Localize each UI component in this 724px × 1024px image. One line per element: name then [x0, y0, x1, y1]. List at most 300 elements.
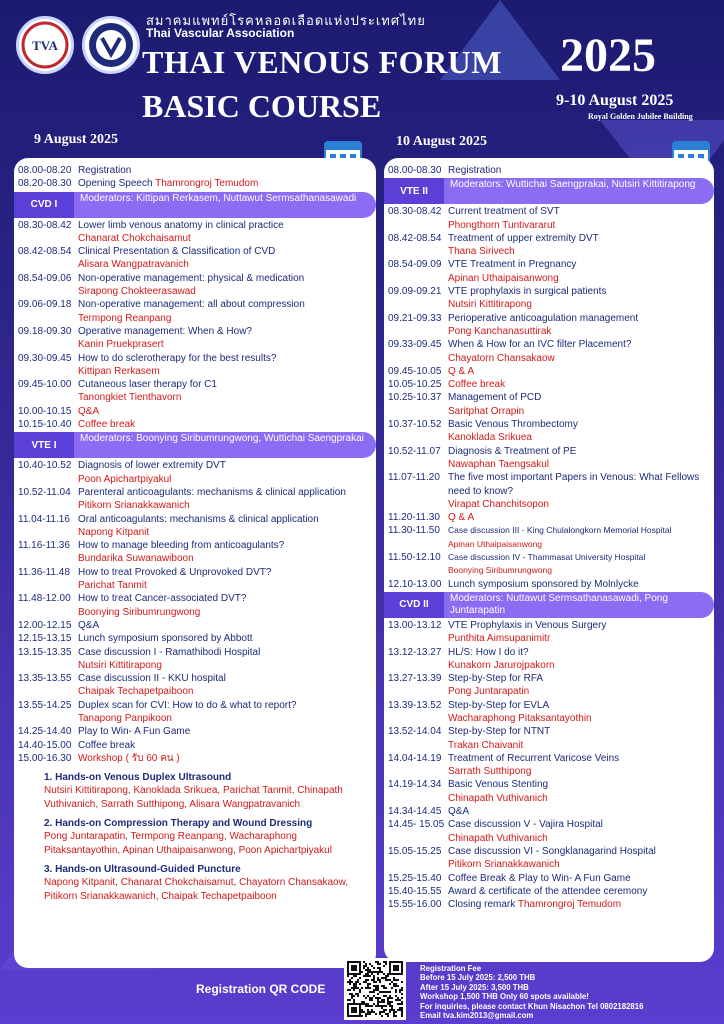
qr-module — [371, 997, 373, 999]
session-info — [448, 578, 706, 591]
schedule-row — [18, 699, 368, 726]
qr-module — [373, 967, 375, 969]
qr-module — [391, 1005, 393, 1007]
schedule-row — [388, 285, 706, 312]
session-info — [78, 405, 368, 418]
qr-module — [365, 963, 367, 965]
time-slot: 12.00-12.15 — [18, 619, 72, 631]
speaker-name: Chinapath Vuthivanich — [448, 832, 548, 844]
qr-module — [401, 963, 403, 965]
time-slot: 13.00-13.12 — [388, 619, 442, 631]
schedule-row — [388, 805, 706, 818]
qr-module — [383, 973, 385, 975]
session-info — [78, 177, 368, 190]
fee-line: For inquiries, please contact Khun Nisachon Tel 0802182816 — [420, 1001, 644, 1011]
qr-module — [393, 979, 395, 981]
time-slot: 08.30-08.42 — [388, 206, 442, 218]
schedule-row — [388, 725, 706, 752]
registration-fee-info — [420, 964, 643, 1020]
qr-module — [387, 1013, 389, 1015]
qr-module — [389, 1005, 391, 1007]
qr-module — [377, 987, 379, 989]
qr-module — [351, 1009, 353, 1011]
qr-module — [355, 965, 357, 967]
qr-module — [365, 969, 367, 971]
session-info — [448, 752, 706, 779]
session-info — [78, 566, 368, 593]
qr-module — [389, 973, 391, 975]
time-slot: 11.30-11.50 — [388, 525, 440, 537]
session-info — [78, 459, 368, 486]
session-moderators: Moderators: Boonying Siribumrungwong, Wuttichai Saengprakai — [74, 432, 376, 458]
qr-module — [347, 1009, 349, 1011]
qr-module — [369, 991, 371, 993]
speaker-name: Pong Juntarapatin — [448, 686, 530, 698]
qr-module — [369, 987, 371, 989]
qr-module — [359, 969, 361, 971]
qr-module — [367, 983, 369, 985]
qr-module — [387, 975, 389, 977]
qr-module — [369, 975, 371, 977]
time-slot: 09.45-10.00 — [18, 379, 72, 391]
qr-module — [401, 989, 403, 991]
qr-module — [401, 1015, 403, 1017]
qr-module — [353, 1001, 355, 1003]
speaker-name: Thamrongroj Temudom — [155, 178, 259, 190]
qr-module — [391, 973, 393, 975]
qr-module — [389, 965, 391, 967]
time-slot: 09.30-09.45 — [18, 352, 72, 364]
qr-module — [375, 985, 377, 987]
time-slot: 12.15-13.15 — [18, 633, 72, 645]
qr-module — [371, 1009, 373, 1011]
qr-module — [393, 983, 395, 985]
qr-module — [357, 995, 359, 997]
fee-line: Registration Fee — [420, 964, 482, 973]
schedule-row — [388, 872, 706, 885]
schedule-row — [18, 752, 368, 765]
qr-module — [385, 963, 387, 965]
schedule-row — [388, 258, 706, 285]
qr-module — [347, 975, 349, 977]
speaker-name: Phongthorn Tuntivararut — [448, 219, 556, 231]
qr-module — [361, 1011, 363, 1013]
talk-title: Parenteral anticoagulants: mechanisms & clinical application — [78, 486, 346, 498]
qr-module — [389, 983, 391, 985]
schedule-row — [388, 524, 706, 551]
session-cvd2 — [384, 592, 714, 618]
schedule-row — [388, 898, 706, 911]
qr-module — [353, 1015, 355, 1017]
qr-module — [373, 995, 375, 997]
session-info — [448, 205, 706, 232]
qr-module — [383, 1005, 385, 1007]
qr-module — [389, 971, 391, 973]
qr-module — [347, 1007, 349, 1009]
event-dates: 9-10 August 2025 — [556, 92, 674, 109]
qr-module — [359, 989, 361, 991]
qr-module — [373, 975, 375, 977]
session-info — [78, 164, 368, 177]
qr-module — [385, 1009, 387, 1011]
qr-module — [377, 961, 379, 963]
session-moderators: Moderators: Wuttichai Saengprakai, Nutsiri Kittitirapong — [444, 178, 714, 204]
handson-title: 1. Hands-on Venous Duplex Ultrasound — [44, 772, 232, 784]
qr-module — [393, 965, 395, 967]
qr-module — [347, 965, 349, 967]
qr-module — [379, 1005, 381, 1007]
time-slot: 14.19-14.34 — [388, 779, 442, 791]
qr-module — [395, 1011, 397, 1013]
qr-module — [387, 973, 389, 975]
talk-title: Closing remark — [448, 899, 516, 911]
session-info — [448, 725, 706, 752]
talk-title: VTE Prophylaxis in Venous Surgery — [448, 619, 607, 631]
qr-module — [365, 965, 367, 967]
qr-module — [381, 977, 383, 979]
qr-module — [351, 973, 353, 975]
talk-title: Basic Venous Stenting — [448, 779, 549, 791]
speaker-name: Sarrath Sutthipong — [448, 766, 532, 778]
speaker-name: Nutsiri Kittitirapong — [448, 299, 532, 311]
time-slot: 08.20-08.30 — [18, 178, 72, 190]
qr-module — [367, 985, 369, 987]
qr-module — [369, 983, 371, 985]
qr-module — [349, 973, 351, 975]
session-info — [448, 672, 706, 699]
qr-module — [401, 1001, 403, 1003]
qr-module — [395, 999, 397, 1001]
talk-title: VTE prophylaxis in surgical patients — [448, 286, 607, 298]
qr-module — [351, 965, 353, 967]
schedule-row — [18, 592, 368, 619]
qr-module — [395, 985, 397, 987]
qr-module — [377, 997, 379, 999]
talk-title: Q&A — [448, 806, 470, 818]
qr-module — [359, 1011, 361, 1013]
schedule-row — [388, 551, 706, 578]
speaker-name: Poon Apichartpiyakul — [78, 473, 172, 485]
session-vte1 — [14, 432, 376, 458]
speaker-name: Alisara Wangpatravanich — [78, 259, 189, 271]
qr-module — [373, 979, 375, 981]
qr-module — [361, 987, 363, 989]
qr-module — [347, 973, 349, 975]
time-slot: 13.39-13.52 — [388, 699, 442, 711]
session-vte2 — [384, 178, 714, 204]
speaker-name: Kanoklada Srikuea — [448, 432, 532, 444]
qr-module — [385, 991, 387, 993]
qr-module — [387, 1015, 389, 1017]
qr-module — [377, 977, 379, 979]
qr-module — [391, 987, 393, 989]
talk-title: Step-by-Step for NTNT — [448, 726, 551, 738]
talk-title: Case discussion IV - Thammasat University Hospital — [448, 552, 646, 563]
schedule-row — [388, 232, 706, 259]
qr-module — [365, 975, 367, 977]
session-info — [448, 818, 706, 845]
qr-module — [353, 999, 355, 1001]
time-slot: 09.21-09.33 — [388, 312, 442, 324]
schedule-row — [18, 177, 368, 190]
schedule-row — [388, 445, 706, 472]
session-info — [448, 338, 706, 365]
qr-module — [363, 1001, 365, 1003]
qr-module — [381, 985, 383, 987]
time-slot: 10.40-10.52 — [18, 460, 72, 472]
time-slot: 13.27-13.39 — [388, 673, 442, 685]
talk-title: Cutaneous laser therapy for C1 — [78, 379, 217, 391]
session-info — [448, 232, 706, 259]
session-info — [448, 619, 706, 646]
qr-module — [347, 967, 349, 969]
time-slot: 10.52-11.04 — [18, 486, 71, 498]
session-info — [78, 219, 368, 246]
qr-module — [361, 1015, 363, 1017]
qr-module — [377, 1005, 379, 1007]
speaker-name: Q & A — [448, 365, 475, 377]
qr-module — [349, 999, 351, 1001]
speaker-name: Kunakorn Jarurojpakorn — [448, 659, 555, 671]
qr-module — [353, 967, 355, 969]
qr-module — [395, 973, 397, 975]
time-slot: 14.45- 15.05 — [388, 819, 445, 831]
session-info — [78, 592, 368, 619]
qr-module — [375, 1013, 377, 1015]
schedule-row — [388, 619, 706, 646]
talk-title: Perioperative anticoagulation management — [448, 312, 639, 324]
speaker-name: Napong Kitpanit — [78, 526, 150, 538]
schedule-row — [18, 672, 368, 699]
qr-module — [367, 1011, 369, 1013]
qr-module — [393, 961, 395, 963]
qr-module — [371, 971, 373, 973]
qr-module — [381, 999, 383, 1001]
schedule-row — [18, 272, 368, 299]
talk-title: How to do sclerotherapy for the best results? — [78, 352, 277, 364]
qr-module — [377, 989, 379, 991]
qr-module — [383, 1009, 385, 1011]
qr-module — [385, 987, 387, 989]
time-slot: 08.30-08.42 — [18, 219, 72, 231]
qr-module — [397, 999, 399, 1001]
qr-module — [359, 977, 361, 979]
schedule-row — [18, 352, 368, 379]
talk-title: Q&A — [78, 619, 100, 631]
session-info — [448, 418, 706, 445]
qr-module — [357, 979, 359, 981]
fee-line: Email tva.kim2013@gmail.com — [420, 1011, 534, 1021]
qr-module — [373, 991, 375, 993]
talk-title: Coffee break — [78, 739, 136, 751]
session-info — [448, 445, 706, 472]
schedule-row — [18, 513, 368, 540]
speaker-name: Chinapath Vuthivanich — [448, 792, 548, 804]
qr-module — [399, 973, 401, 975]
time-slot: 11.50-12.10 — [388, 552, 441, 564]
speaker-name: Chayatorn Chansakaow — [448, 352, 555, 364]
talk-title: Case discussion VI - Songklanagarind Hospital — [448, 845, 656, 857]
qr-module — [355, 993, 357, 995]
qr-module — [401, 961, 403, 963]
qr-module — [355, 961, 357, 963]
qr-module — [347, 961, 349, 963]
qr-module — [359, 1007, 361, 1009]
session-tag: VTE II — [384, 178, 444, 204]
session-info — [78, 646, 368, 673]
qr-module — [389, 991, 391, 993]
qr-module — [387, 991, 389, 993]
qr-module — [347, 1011, 349, 1013]
schedule-row — [18, 405, 368, 418]
talk-title: Lunch symposium sponsored by Abbott — [78, 633, 253, 645]
speaker-name: Sirapong Chokteerasawad — [78, 286, 196, 298]
qr-module — [351, 981, 353, 983]
handson-instructors: Nutsiri Kittitirapong, Kanoklada Srikuea, Parichat Tanmit, Chinapath Vuthivanich, Sarrath Sutthipong, Alisara Wangpatravanich — [44, 785, 343, 810]
session-info — [78, 725, 368, 738]
qr-module — [353, 989, 355, 991]
speaker-name: Chaipak Techapetpaiboon — [78, 686, 194, 698]
schedule-row — [18, 325, 368, 352]
speaker-name: Tanapong Panpikoon — [78, 712, 172, 724]
qr-module — [351, 1011, 353, 1013]
schedule-row — [18, 619, 368, 632]
speaker-name: Coffee break — [448, 379, 506, 391]
qr-module — [371, 979, 373, 981]
qr-module — [383, 999, 385, 1001]
schedule-row — [388, 471, 706, 511]
speaker-name: Pitikorn Srianakkawanich — [78, 500, 190, 512]
qr-module — [347, 971, 349, 973]
qr-module — [387, 997, 389, 999]
qr-module — [351, 1007, 353, 1009]
qr-module — [401, 1009, 403, 1011]
talk-title: How to treat Cancer-associated DVT? — [78, 593, 247, 605]
time-slot: 09.06-09.18 — [18, 299, 72, 311]
qr-module — [385, 979, 387, 981]
qr-module — [401, 993, 403, 995]
qr-module — [347, 1015, 349, 1017]
qr-module — [395, 991, 397, 993]
qr-module — [379, 971, 381, 973]
session-info — [448, 898, 706, 911]
qr-module — [397, 979, 399, 981]
talk-title: When & How for an IVC filter Placement? — [448, 339, 632, 351]
time-slot: 13.55-14.25 — [18, 699, 72, 711]
speaker-name: Virapat Chanchitsopon — [448, 498, 549, 510]
qr-module — [397, 965, 399, 967]
speaker-name: Apinan Uthaipaisanwong — [448, 272, 559, 284]
qr-module — [351, 1015, 353, 1017]
session-info — [78, 298, 368, 325]
qr-module — [355, 981, 357, 983]
qr-module — [365, 1003, 367, 1005]
speaker-name: Pong Kanchanasuttirak — [448, 325, 552, 337]
qr-module — [385, 975, 387, 977]
qr-module — [357, 973, 359, 975]
qr-module — [385, 1013, 387, 1015]
speaker-name: Nutsiri Kittitirapong — [78, 659, 162, 671]
qr-module — [373, 989, 375, 991]
talk-title: Duplex scan for CVI: How to do & what to report? — [78, 699, 297, 711]
talk-title: Treatment of Recurrent Varicose Veins — [448, 752, 620, 764]
qr-module — [387, 999, 389, 1001]
qr-module — [353, 1011, 355, 1013]
time-slot: 13.12-13.27 — [388, 646, 442, 658]
org-name-english: Thai Vascular Association — [146, 26, 295, 40]
qr-module — [397, 961, 399, 963]
qr-module — [373, 1011, 375, 1013]
speaker-name: Apinan Uthaipaisanwong — [448, 538, 543, 549]
registration-qr-code[interactable] — [344, 958, 406, 1020]
qr-module — [351, 987, 353, 989]
talk-title: Registration — [448, 165, 502, 176]
qr-module — [361, 971, 363, 973]
session-info — [448, 391, 706, 418]
qr-module — [359, 967, 361, 969]
session-info — [448, 471, 706, 511]
talk-title: Diagnosis & Treatment of PE — [448, 445, 577, 457]
session-moderators: Moderators: Nuttawut Sermsathanasawadi, Pong Juntarapatin — [444, 592, 714, 618]
qr-module — [399, 1007, 401, 1009]
session-info — [448, 365, 706, 378]
qr-module — [391, 1009, 393, 1011]
talk-title: Non-operative management: physical & medication — [78, 272, 305, 284]
qr-module — [385, 961, 387, 963]
qr-module — [399, 961, 401, 963]
qr-module — [401, 997, 403, 999]
qr-module — [347, 963, 349, 965]
qr-module — [359, 1015, 361, 1017]
qr-module — [367, 971, 369, 973]
qr-module — [379, 981, 381, 983]
time-slot: 14.34-14.45 — [388, 806, 442, 818]
time-slot: 09.09-09.21 — [388, 286, 442, 298]
session-info — [78, 672, 368, 699]
schedule-row — [388, 818, 706, 845]
time-slot: 11.36-11.48 — [18, 566, 70, 578]
qr-module — [357, 987, 359, 989]
qr-module — [365, 979, 367, 981]
qr-module — [351, 1003, 353, 1005]
session-info — [78, 632, 368, 645]
qr-module — [377, 973, 379, 975]
session-info — [78, 418, 368, 431]
qr-module — [355, 1007, 357, 1009]
qr-module — [367, 1003, 369, 1005]
qr-module — [353, 985, 355, 987]
qr-module — [389, 1003, 391, 1005]
qr-module — [377, 1003, 379, 1005]
qr-module — [363, 965, 365, 967]
time-slot: 10.52-11.07 — [388, 445, 441, 457]
session-info — [78, 619, 368, 632]
time-slot: 08.00-08.30 — [388, 165, 442, 176]
schedule-row — [388, 378, 706, 391]
qr-module — [355, 1009, 357, 1011]
schedule-row — [18, 739, 368, 752]
schedule-row — [18, 486, 368, 513]
schedule-row — [388, 578, 706, 591]
qr-module — [367, 967, 369, 969]
qr-module — [349, 983, 351, 985]
talk-title: Step-by-Step for EVLA — [448, 699, 550, 711]
qr-module — [351, 993, 353, 995]
qr-module — [381, 1007, 383, 1009]
time-slot: 15.40-15.55 — [388, 885, 442, 897]
qr-module — [363, 1003, 365, 1005]
qr-module — [389, 1009, 391, 1011]
